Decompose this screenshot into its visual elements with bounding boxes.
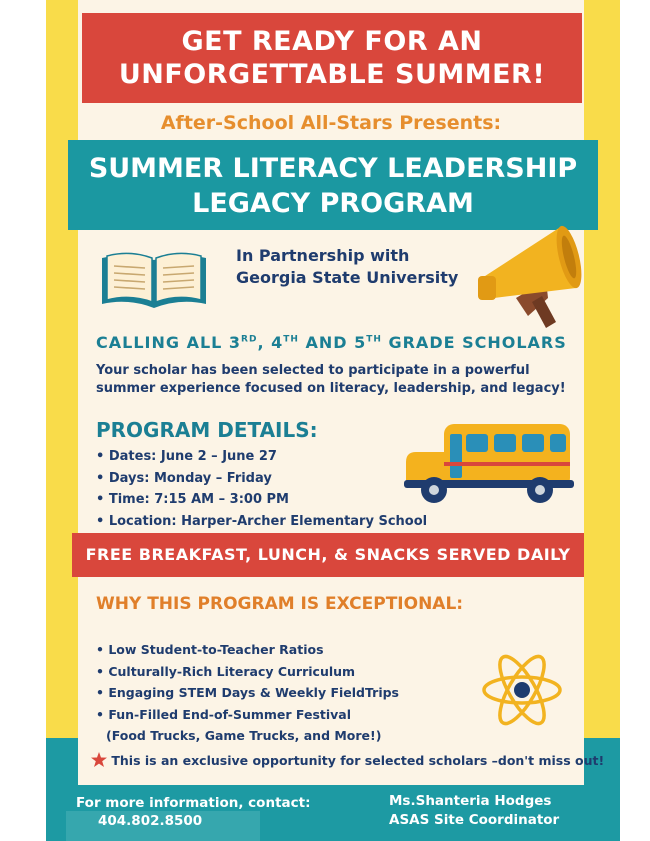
calling-th-2: TH [366,334,382,345]
detail-location: Location: Harper-Archer Elementary School [108,513,428,529]
star-icon [91,752,107,767]
calling-rd: RD [241,334,258,345]
details-heading: PROGRAM DETAILS: [96,418,318,442]
detail-item: • Dates: June 2 – June 27 [96,449,277,464]
intro-text [96,362,606,398]
coordinator-block [389,792,559,830]
detail-dates: Dates: June 2 – June 27 [108,449,277,464]
program-title-line-2: LEGACY PROGRAM [192,188,474,219]
why-item-ratios: Low Student-to-Teacher Ratios [108,642,324,657]
why-item-stem: Engaging STEM Days & Weekly FieldTrips [108,685,399,700]
headline-line-1: GET READY FOR AN [181,26,483,57]
contact-label: For more information, contact: [76,795,311,811]
partnership-line-1: In Partnership with [236,246,410,265]
program-title-banner [68,140,598,230]
calling-suffix: GRADE SCHOLARS [381,333,567,352]
school-bus-icon [404,422,574,506]
details-list [96,446,427,532]
why-item: • Engaging STEM Days & Weekly FieldTrips [96,685,399,700]
headline-line-2: UNFORGETTABLE SUMMER! [118,59,546,90]
festival-note: (Food Trucks, Game Trucks, and More!) [106,728,382,743]
calling-th-1: TH [283,334,299,345]
why-item-note [96,725,399,747]
footnote [91,752,611,768]
detail-item: • Time: 7:15 AM – 3:00 PM [96,492,289,507]
atom-icon [480,648,564,732]
presenter-line: After-School All-Stars Presents: [160,112,502,134]
calling-heading [96,333,567,352]
contact-phone: 404.802.8500 [98,813,203,829]
calling-sep-1: , 4 [257,333,284,352]
meals-banner: FREE BREAKFAST, LUNCH, & SNACKS SERVED DAILY [72,533,584,577]
intro-line-2: summer experience focused on literacy, leadership, and legacy! [96,381,566,396]
why-item: • Culturally-Rich Literacy Curriculum [96,663,356,679]
detail-time: Time: 7:15 AM – 3:00 PM [108,492,289,507]
megaphone-icon [476,218,588,336]
why-item-curriculum: Culturally-Rich Literacy Curriculum [108,663,356,679]
detail-item: • Location: Harper-Archer Elementary School [96,513,428,529]
poster [46,0,620,841]
footnote-text: This is an exclusive opportunity for selected scholars –don't miss out! [111,753,605,768]
program-title-line-1: SUMMER LITERACY LEADERSHIP [88,153,578,184]
headline-banner [82,13,582,103]
calling-sep-2: AND 5 [298,333,367,352]
intro-line-1: Your scholar has been selected to participate in a powerful [96,363,530,378]
detail-item: • Days: Monday – Friday [96,470,272,486]
why-item: • Fun-Filled End-of-Summer Festival [96,706,352,722]
why-list [96,639,399,747]
partnership-line-2: Georgia State University [236,268,459,287]
detail-days: Days: Monday – Friday [108,470,272,486]
coordinator-role: ASAS Site Coordinator [389,812,560,828]
why-item-festival: Fun-Filled End-of-Summer Festival [108,706,352,722]
calling-prefix: CALLING ALL 3 [96,333,242,352]
why-item: • Low Student-to-Teacher Ratios [96,642,324,657]
coordinator-name: Ms.Shanteria Hodges [389,793,552,809]
why-heading: WHY THIS PROGRAM IS EXCEPTIONAL: [96,594,464,614]
open-book-icon [98,248,210,312]
partnership-text [236,245,458,289]
